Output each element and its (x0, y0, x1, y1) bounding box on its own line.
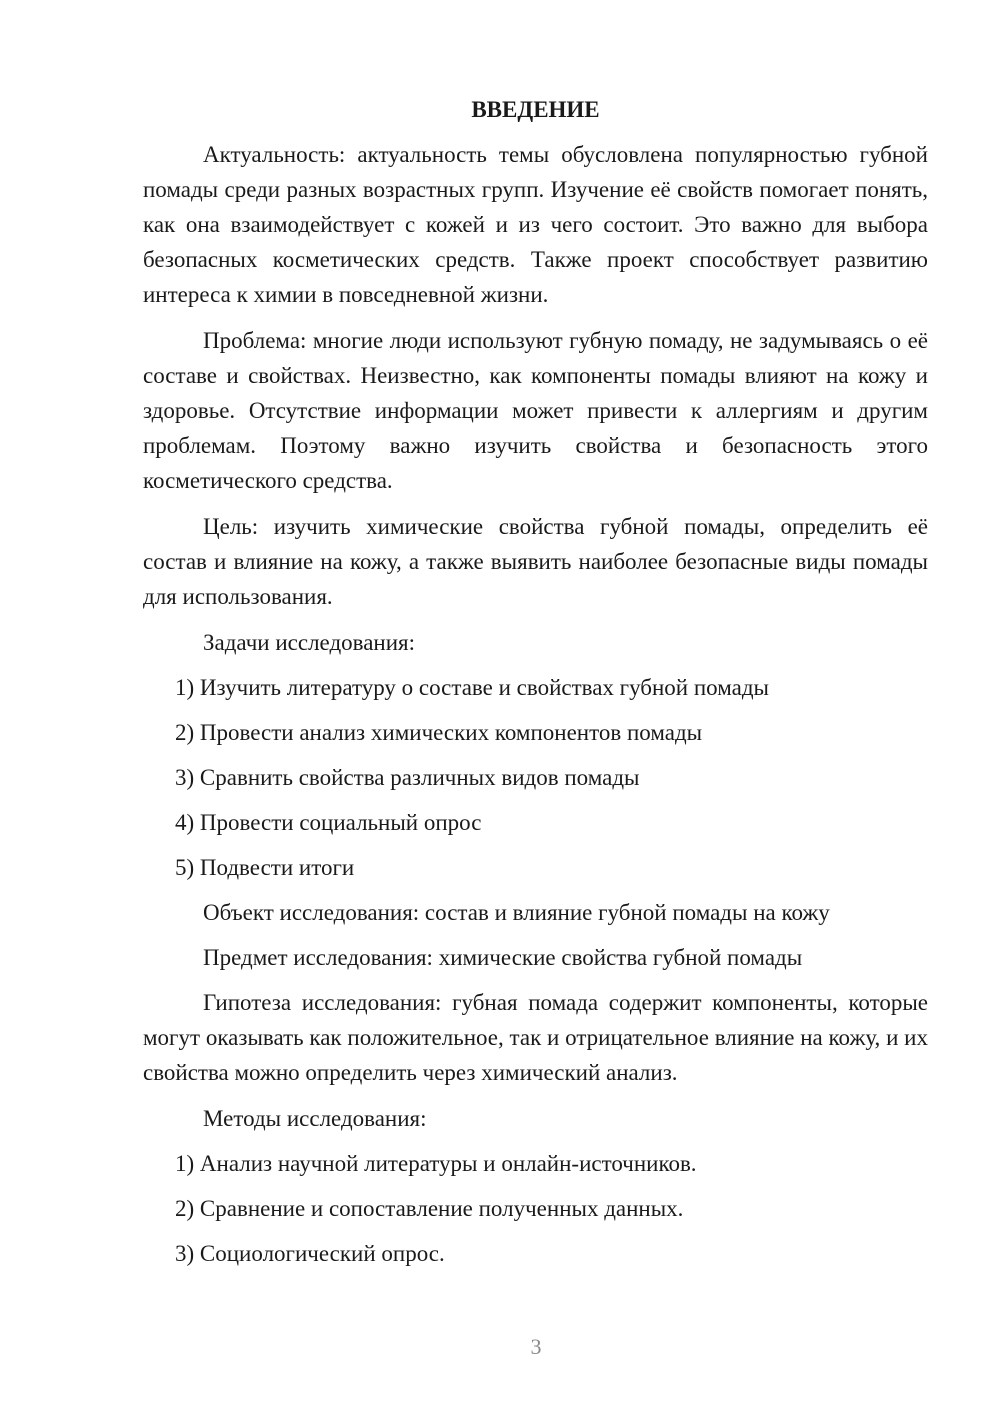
tasks-list (143, 670, 928, 885)
task-item: 4) Провести социальный опрос (175, 810, 482, 835)
goal-paragraph: Цель: изучить химические свойства губной помады, определить её состав и влияние на кожу, а также выявить наиболее безопасные виды помады для использования. (143, 514, 928, 609)
hypothesis-paragraph: Гипотеза исследования: губная помада содержит компоненты, которые могут оказывать как положительное, так и отрицательное влияние на кожу, и их свойства можно определить через химический анализ. (143, 990, 928, 1085)
methods-heading: Методы исследования: (203, 1106, 427, 1131)
tasks-heading: Задачи исследования: (203, 630, 416, 655)
method-item: 1) Анализ научной литературы и онлайн-источников. (175, 1151, 697, 1176)
task-item: 1) Изучить литературу о составе и свойствах губной помады (175, 675, 769, 700)
method-item: 2) Сравнение и сопоставление полученных данных. (175, 1196, 684, 1221)
methods-list (143, 1146, 928, 1271)
relevance-paragraph: Актуальность: актуальность темы обусловлена популярностью губной помады среди разных возрастных групп. Изучение её свойств помогает понять, как она взаимодействует с кожей и из чего состоит. Это важно для выбора безопасных косметических средств. Также проект способствует развитию интереса к химии в повседневной жизни. (143, 142, 928, 307)
research-subject: Предмет исследования: химические свойства губной помады (203, 945, 803, 970)
task-item: 5) Подвести итоги (175, 855, 355, 880)
task-item: 2) Провести анализ химических компонентов помады (175, 720, 703, 745)
task-item: 3) Сравнить свойства различных видов помады (175, 765, 640, 790)
method-item: 3) Социологический опрос. (175, 1241, 445, 1266)
research-object: Объект исследования: состав и влияние губной помады на кожу (203, 900, 830, 925)
problem-paragraph: Проблема: многие люди используют губную помаду, не задумываясь о её составе и свойствах. Неизвестно, как компоненты помады влияют на кожу и здоровье. Отсутствие информации может привести к аллергиям и другим проблемам. Поэтому важно изучить свойства и безопасность этого косметического средства. (143, 328, 928, 493)
page-content (143, 92, 928, 1281)
page-number: 3 (530, 1334, 542, 1359)
section-title: ВВЕДЕНИЕ (471, 97, 600, 122)
